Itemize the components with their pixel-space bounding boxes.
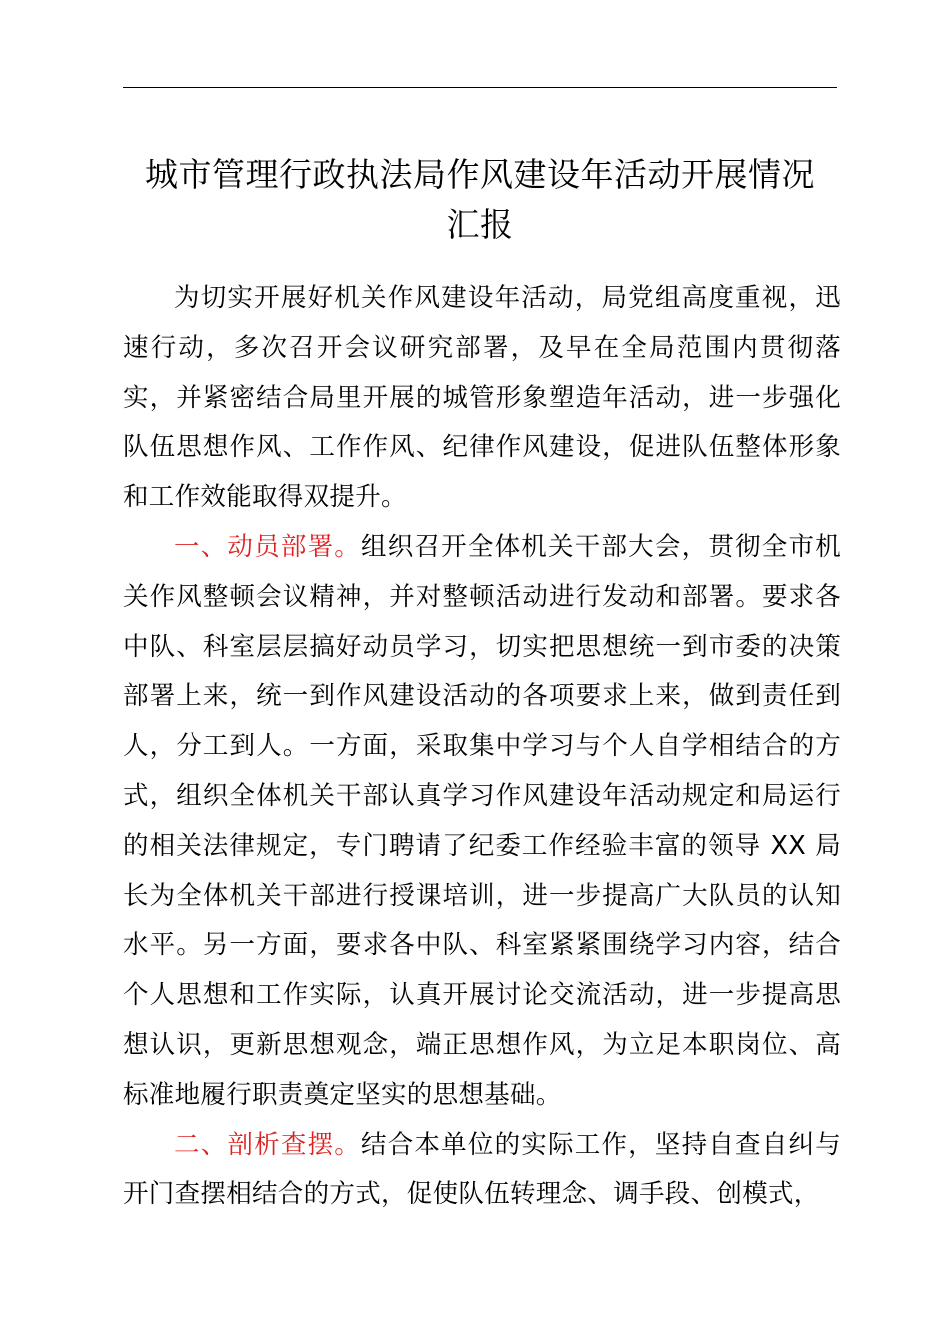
document-body [123, 274, 841, 1220]
section-1-body: 组织召开全体机关干部大会，贯彻全市机关作风整顿会议精神，并对整顿活动进行发动和部署。要求各中队、科室层层搞好动员学习，切实把思想统一到市委的决策部署上来，统一到作风建设活动的各项要求上来，做到责任到人，分工到人。一方面，采取集中学习与个人自学相结合的方式，组织全体机关干部认真学习作风建设年活动规定和局运行的相关法律规定，专门聘请了纪委工作经验丰富的领导 XX 局长为全体机关干部进行授课培训，进一步提高广大队员的认知水平。另一方面，要求各中队、科室紧紧围绕学习内容，结合个人思想和工作实际，认真开展讨论交流活动，进一步提高思想认识，更新思想观念，端正思想作风，为立足本职岗位、高标准地履行职责奠定坚实的思想基础。 [123, 531, 841, 1110]
section-1-paragraph [123, 523, 841, 1121]
document-title [100, 150, 860, 250]
title-line-1: 城市管理行政执法局作风建设年活动开展情况 [145, 155, 815, 194]
section-2-paragraph [123, 1121, 841, 1221]
section-2-heading: 二、剖析查摆。 [174, 1129, 362, 1160]
section-2-body: 结合本单位的实际工作，坚持自查自纠与开门查摆相结合的方式，促使队伍转理念、调手段、创模式， [123, 1129, 841, 1210]
top-rule [123, 87, 837, 88]
section-1-heading: 一、动员部署。 [174, 531, 362, 562]
intro-paragraph [123, 274, 841, 523]
intro-text: 为切实开展好机关作风建设年活动，局党组高度重视，迅速行动，多次召开会议研究部署，及早在全局范围内贯彻落实，并紧密结合局里开展的城管形象塑造年活动，进一步强化队伍思想作风、工作作风、纪律作风建设，促进队伍整体形象和工作效能取得双提升。 [123, 283, 841, 513]
title-line-2: 汇报 [446, 205, 514, 244]
